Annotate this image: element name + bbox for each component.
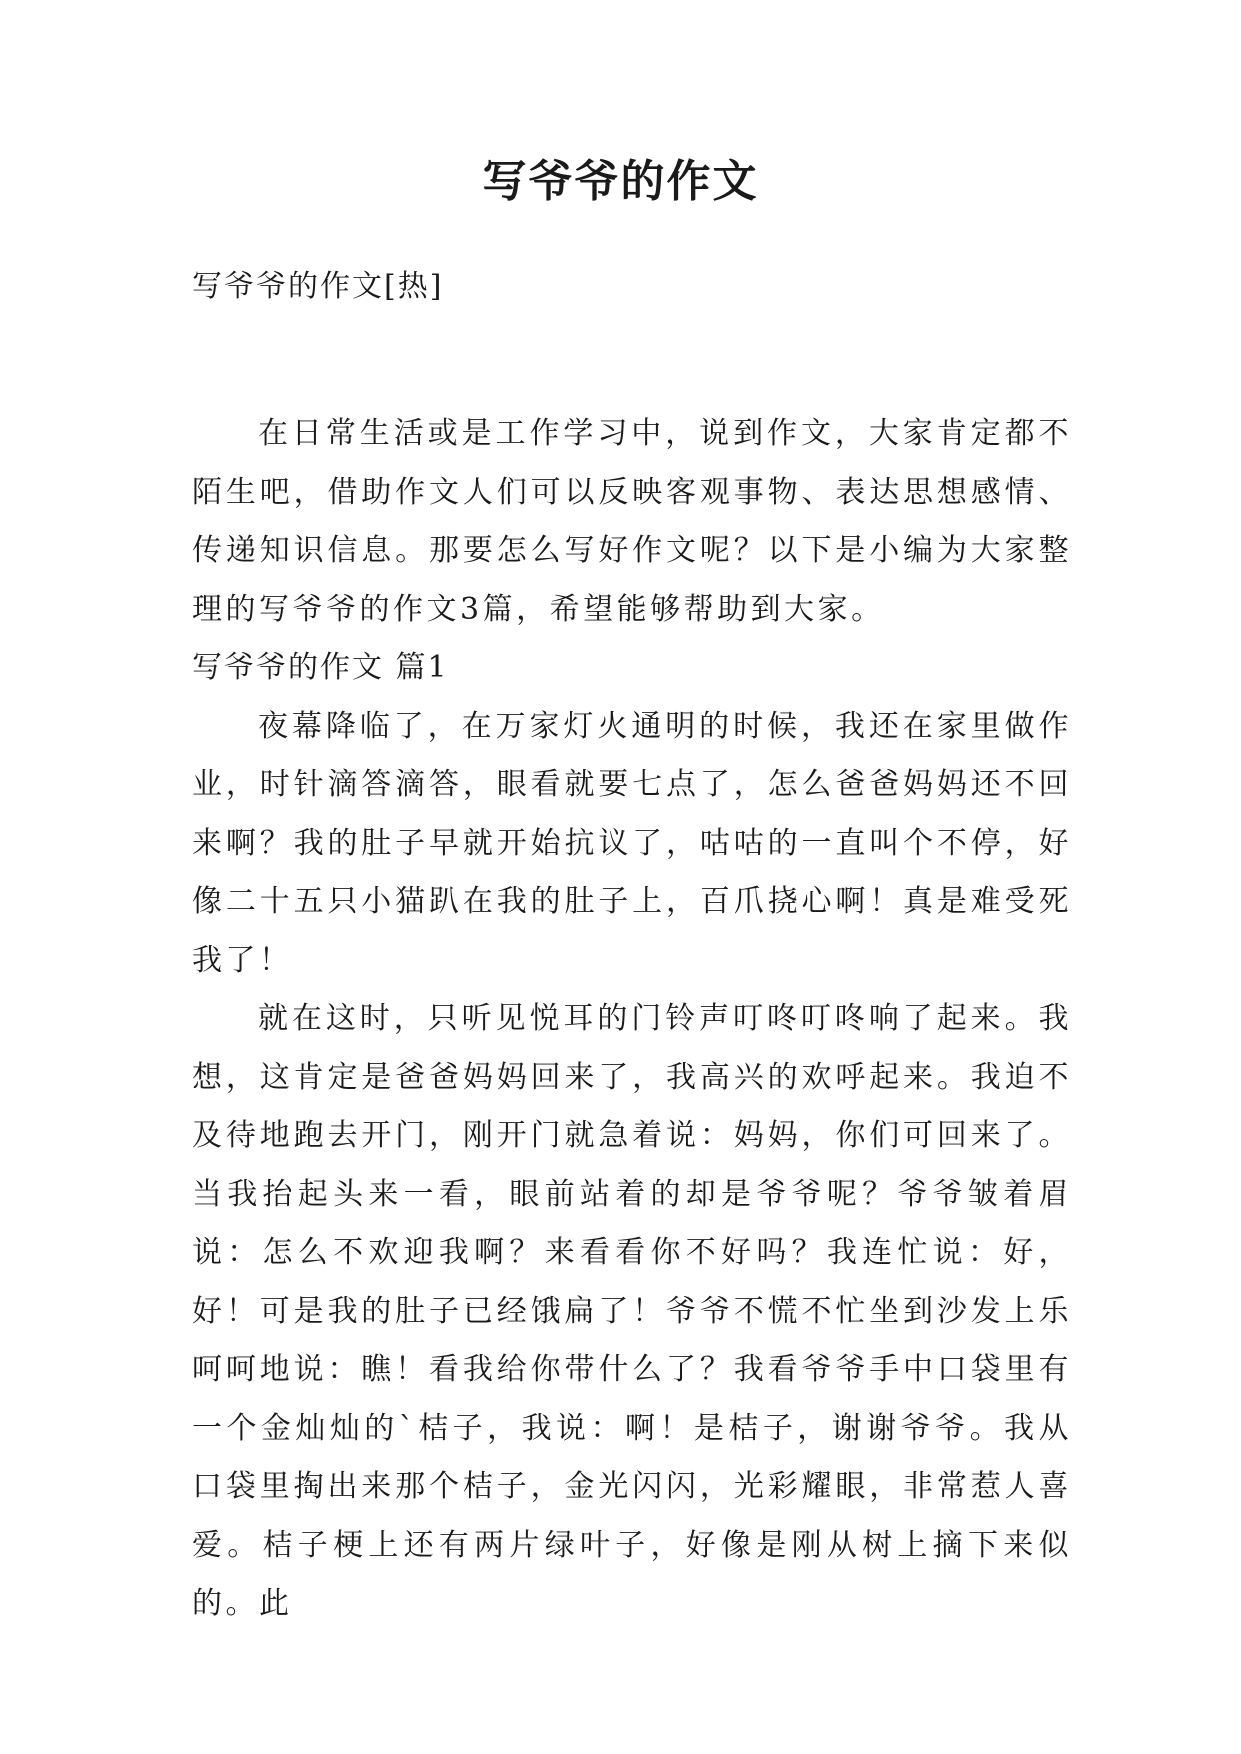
body-paragraph: 就在这时，只听见悦耳的门铃声叮咚叮咚响了起来。我想，这肯定是爸爸妈妈回来了，我高兴的欢呼起来。我迫不及待地跑去开门，刚开门就急着说：妈妈，你们可回来了。当我抬起头来一看，眼前站着的却是爷爷呢？爷爷皱着眉说：怎么不欢迎我啊？来看看你不好吗？我连忙说：好，好！可是我的肚子已经饿扁了！爷爷不慌不忙坐到沙发上乐呵呵地说：瞧！看我给你带什么了？我看爷爷手中口袋里有一个金灿灿的`桔子，我说：啊！是桔子，谢谢爷爷。我从口袋里掏出来那个桔子，金光闪闪，光彩耀眼，非常惹人喜爱。桔子梗上还有两片绿叶子，好像是刚从树上摘下来似的。此 [192, 1001, 1072, 1621]
intro-paragraph: 在日常生活或是工作学习中，说到作文，大家肯定都不陌生吧，借助作文人们可以反映客观事物、表达思想感情、传递知识信息。那要怎么写好作文呢？以下是小编为大家整理的写爷爷的作文3篇，希望能够帮助到大家。 [192, 416, 1072, 627]
body-paragraph: 夜幕降临了，在万家灯火通明的时候，我还在家里做作业，时针滴答滴答，眼看就要七点了，怎么爸爸妈妈还不回来啊？我的肚子早就开始抗议了，咕咕的一直叫个不停，好像二十五只小猫趴在我的肚子上，百爪挠心啊！真是难受死我了！ [192, 708, 1072, 978]
section-heading: 写爷爷的作文 篇1 [192, 650, 449, 685]
document-body [192, 405, 1072, 1634]
document-subtitle: 写爷爷的作文[热] [192, 269, 444, 304]
document-title: 写爷爷的作文 [482, 156, 759, 207]
